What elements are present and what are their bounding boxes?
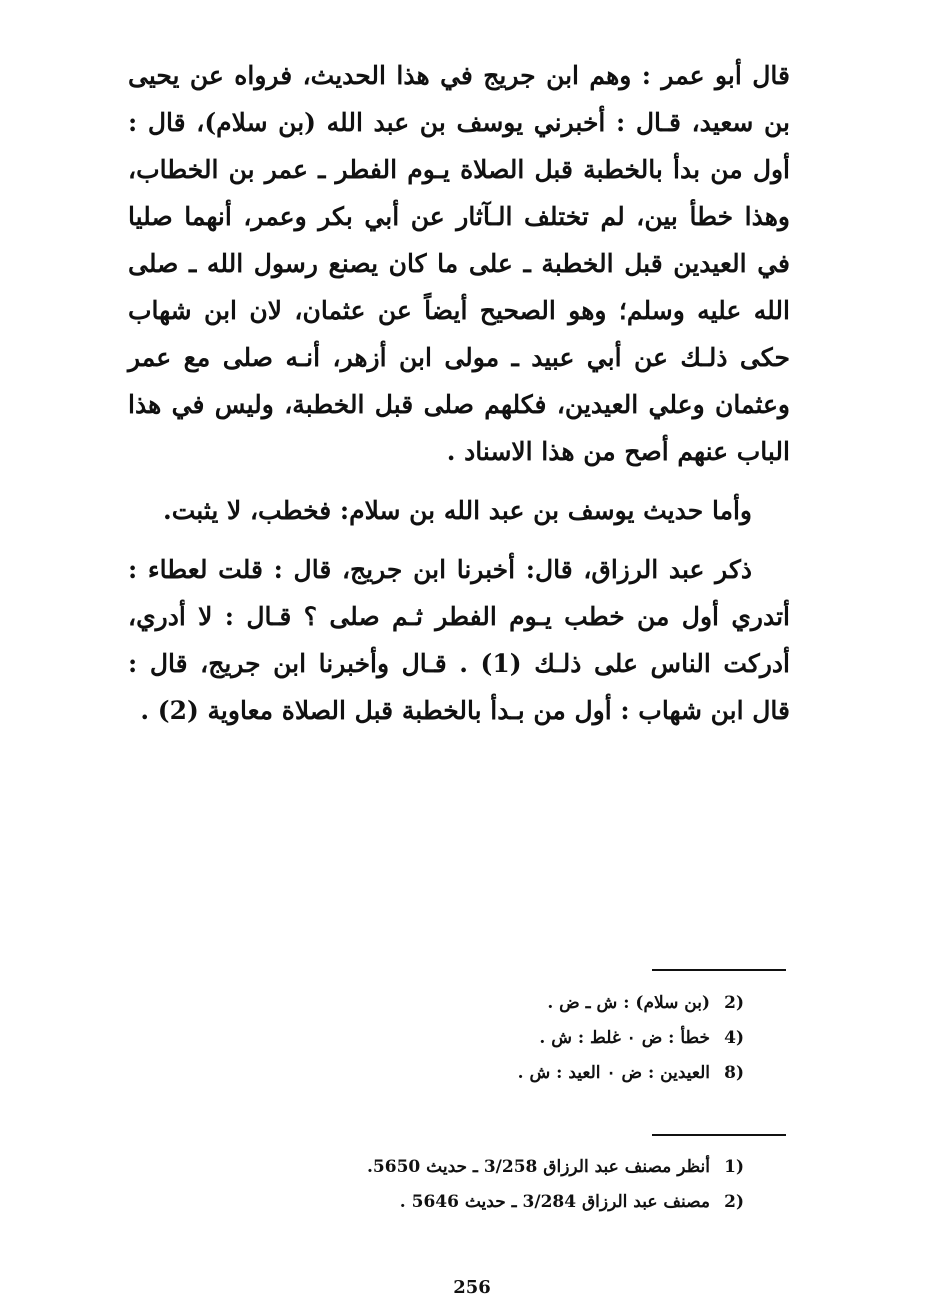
variant-note bbox=[244, 1021, 744, 1056]
note-number: 2) bbox=[724, 1192, 744, 1212]
variant-note bbox=[244, 1056, 744, 1091]
note-text: مصنف عبد الرزاق 3/284 ـ حديث 5646 . bbox=[399, 1192, 710, 1212]
paragraph-2: وأما حديث يوسف بن عبد الله بن سلام: فخطب، لا يثبت. bbox=[163, 496, 752, 525]
main-text-block bbox=[128, 52, 790, 734]
variant-note bbox=[244, 986, 744, 1021]
paragraph-1: قال أبو عمر : وهم ابن جريج في هذا الحديث، فرواه عن يحيى بن سعيد، قـال : أخبرني يوسف بن عبد الله (بن سلام)، قال : أول من بدأ بالخطبة قبل الصلاة يـوم الفطر ـ عمر بن الخطاب، وهذا خطأ بين، لم تختلف الـآثار عن أبي بكر وعمر، أنهما صليا في العيدين قبل الخطبة ـ على ما كان يصنع رسول الله ـ صلى الله عليه وسلم؛ وهو الصحيح أيضاً عن عثمان، لان ابن شهاب حكى ذلـك عن أبي عبيد ـ مولى ابن أزهر، أنـه صلى مع عمر وعثمان وعلي العيدين، فكلهم صلى قبل الخطبة، وليس في هذا الباب عنهم أصح من هذا الاسناد . bbox=[128, 61, 790, 466]
note-number: 2) bbox=[724, 993, 744, 1013]
note-text: أنظر مصنف عبد الرزاق 3/258 ـ حديث 5650. bbox=[366, 1157, 710, 1177]
note-number: 4) bbox=[724, 1028, 744, 1048]
reference-note bbox=[244, 1150, 744, 1185]
footnote-divider-variants bbox=[652, 969, 786, 971]
note-text: العيدين : ض ٠ العيد : ش . bbox=[517, 1063, 710, 1083]
variant-notes bbox=[244, 986, 744, 1091]
page-number: 256 bbox=[453, 1277, 491, 1298]
reference-notes bbox=[244, 1150, 744, 1220]
note-number: 1) bbox=[724, 1157, 744, 1177]
paragraph-3: ذكر عبد الرزاق، قال: أخبرنا ابن جريج، قال : قلت لعطاء : أتدري أول من خطب يـوم الفطر ثـم صلى ؟ قـال : لا أدري، أدركت الناس على ذلـك (1) . قـال وأخبرنا ابن جريج، قال : قال ابن شهاب : أول من بـدأ بالخطبة قبل الصلاة معاوية (2) . bbox=[128, 555, 790, 725]
note-text: خطأ : ض ٠ غلط : ش . bbox=[539, 1028, 710, 1048]
footnote-divider-references bbox=[652, 1134, 786, 1136]
note-number: 8) bbox=[724, 1063, 744, 1083]
reference-note bbox=[244, 1185, 744, 1220]
note-text: (بن سلام) : ش ـ ض . bbox=[547, 993, 710, 1013]
